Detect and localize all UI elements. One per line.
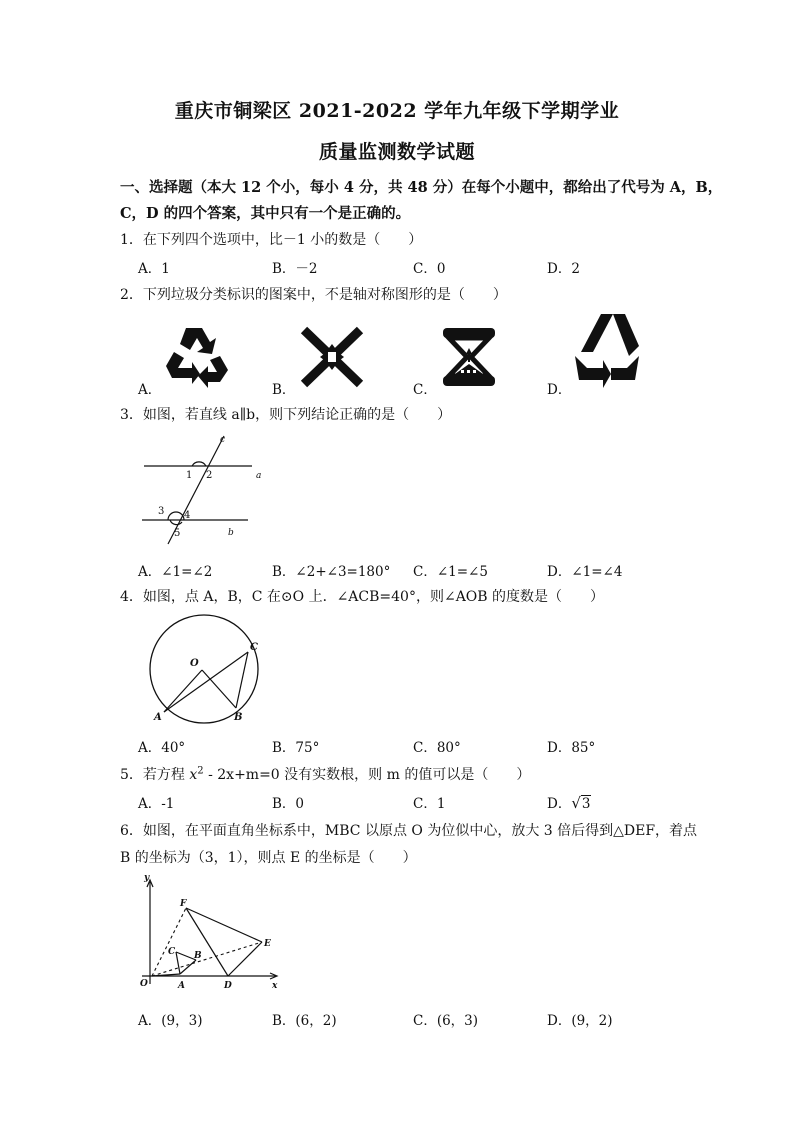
- q5-stem-x: x: [189, 767, 198, 783]
- question-6-stem-line-2: B 的坐标为（3，1），则点 E 的坐标是（ ）: [120, 850, 417, 866]
- q3-option-c[interactable]: C．∠1=∠5: [413, 564, 488, 580]
- sqrt-symbol: √: [571, 794, 581, 812]
- question-4-stem: 4．如图，点 A，B，C 在⊙O 上．∠ACB=40°，则∠AOB 的度数是（ ）: [120, 589, 605, 605]
- q3-option-d[interactable]: D．∠1=∠4: [547, 564, 623, 580]
- label-D: D: [224, 981, 232, 991]
- q4-option-a[interactable]: A．40°: [138, 740, 186, 756]
- q5-option-b[interactable]: B．0: [272, 796, 305, 812]
- triangle-arrows-icon: [573, 312, 641, 390]
- label-A: A: [154, 712, 162, 723]
- label-c: c: [220, 435, 226, 445]
- q6-option-b[interactable]: B．(6，2): [272, 1013, 337, 1029]
- q5-option-c[interactable]: C．1: [413, 796, 446, 812]
- recycle-icon: [164, 322, 234, 388]
- q5-option-d[interactable]: [547, 792, 591, 812]
- q2-option-d[interactable]: D．: [547, 382, 572, 398]
- label-B: B: [234, 712, 243, 723]
- q5-option-a[interactable]: A．-1: [138, 796, 175, 812]
- q4-option-b[interactable]: B．75°: [272, 740, 320, 756]
- question-6-stem-line-1: 6．如图，在平面直角坐标系中，MBC 以原点 O 为位似中心，放大 3 倍后得到△DEF，着点: [120, 823, 698, 839]
- label-angle-5: 5: [174, 528, 181, 539]
- q6-option-a[interactable]: A．(9，3): [138, 1013, 203, 1029]
- sqrt-radicand: 3: [581, 796, 591, 812]
- label-A: A: [178, 981, 185, 991]
- q1-option-a[interactable]: A．1: [138, 261, 170, 277]
- label-angle-3: 3: [158, 506, 165, 517]
- q2-option-b[interactable]: B．: [272, 382, 296, 398]
- label-x: x: [272, 981, 278, 991]
- label-angle-2: 2: [206, 470, 213, 481]
- question-2-stem: 2．下列垃圾分类标识的图案中，不是轴对称图形的是（ ）: [120, 287, 507, 303]
- label-F: F: [180, 899, 187, 909]
- label-E: E: [264, 939, 271, 949]
- title-line-2: 质量监测数学试题: [318, 141, 475, 163]
- q1-option-d[interactable]: D．2: [547, 261, 580, 277]
- question-1-stem: 1．在下列四个选项中，比－1 小的数是（ ）: [120, 232, 423, 248]
- q5-stem-post: - 2x+m=0 没有实数根，则 m 的值可以是（ ）: [203, 767, 531, 783]
- q2-option-a[interactable]: A．: [138, 382, 162, 398]
- q3-figure-parallel-lines: [140, 432, 270, 548]
- label-y: y: [144, 873, 150, 883]
- label-b: b: [228, 528, 234, 538]
- q5-option-d-label: D．: [547, 796, 572, 812]
- label-angle-1: 1: [186, 470, 193, 481]
- label-C: C: [250, 642, 258, 653]
- question-5-stem: [120, 764, 530, 784]
- label-B: B: [194, 951, 202, 961]
- q5-stem-pre: 5．若方程: [120, 767, 190, 783]
- label-angle-4: 4: [184, 510, 191, 521]
- q5-stem-exponent: 2: [197, 765, 204, 777]
- q1-option-c[interactable]: C．0: [413, 261, 446, 277]
- section-header-line-2: C，D 的四个答案，其中只有一个是正确的。: [120, 205, 411, 222]
- q6-option-d[interactable]: D．(9，2): [547, 1013, 613, 1029]
- q4-option-c[interactable]: C．80°: [413, 740, 461, 756]
- q1-option-b[interactable]: B．－2: [272, 261, 318, 277]
- question-3-stem: 3．如图，若直线 a∥b，则下列结论正确的是（ ）: [120, 407, 452, 423]
- section-header-line-1: 一、选择题（本大 12 个小，每小 4 分，共 48 分）在每个小题中，都给出了代号为 A，B，: [120, 179, 723, 196]
- q3-option-a[interactable]: A．∠1=∠2: [138, 564, 213, 580]
- q4-figure-circle: [138, 612, 268, 724]
- cross-arrows-icon: [300, 326, 364, 388]
- title-line-1: 重庆市铜梁区 2021-2022 学年九年级下学期学业: [174, 100, 620, 122]
- q4-option-d[interactable]: D．85°: [547, 740, 596, 756]
- q2-option-c[interactable]: C．: [413, 382, 437, 398]
- q6-option-c[interactable]: C．(6，3): [413, 1013, 479, 1029]
- label-C: C: [168, 947, 176, 957]
- label-O: O: [190, 658, 199, 669]
- label-a: a: [256, 471, 262, 481]
- q6-figure-coordinate-plane: [138, 872, 288, 994]
- label-O: O: [140, 979, 148, 989]
- q3-option-b[interactable]: B．∠2+∠3=180°: [272, 564, 391, 580]
- hourglass-icon: [441, 326, 497, 388]
